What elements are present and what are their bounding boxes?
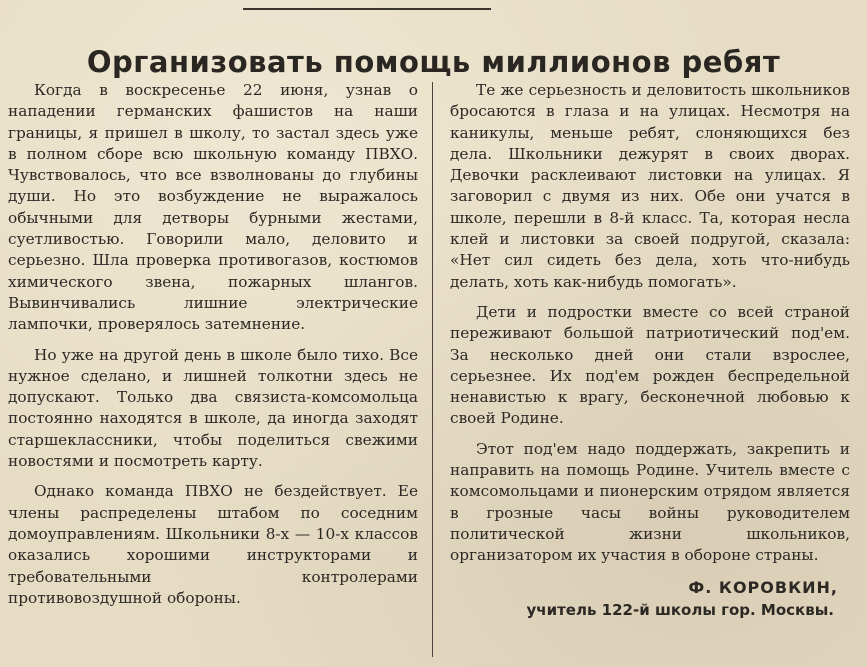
right-column <box>450 80 850 622</box>
left-paragraph-1: Когда в воскресенье 22 июня, узнав о нападении германских фашистов на наши границы, я пришел в школу, то застал здесь уже в полном сборе всю школьную команду ПВХО. Чувствовалось, что все взволнованы до глубины души. Но это возбуждение не выражалось обычными для детворы бурными жестами, суетливостью. Говорили мало, деловито и серьезно. Шла проверка противогазов, костюмов химического звена, пожарных шлангов. Вывинчивались лишние электрические лампочки, проверялось затемнение. <box>8 81 418 334</box>
right-paragraph-3: Этот под'ем надо поддержать, закрепить и направить на помощь Родине. Учитель вместе с комсомольцами и пионерским отрядом является в грозные часы войны руководителем политической жизни школьников, организатором их участия в обороне страны. <box>450 439 850 565</box>
top-rule <box>243 8 491 10</box>
left-column <box>8 80 418 618</box>
author-name: Ф. КОРОВКИН, <box>688 577 838 597</box>
article-headline: Организовать помощь миллионов ребят <box>86 45 781 80</box>
right-paragraph-1: Те же серьезность и деловитость школьников бросаются в глаза и на улицах. Несмотря на каникулы, меньше ребят, слоняющихся без дела. Школьники дежурят в своих дворах. Девочки расклеивают листовки на улицах. Я заговорил с двумя из них. Обе они учатся в школе, перешли в 8-й класс. Та, которая несла клей и листовки за своей подругой, сказала: «Нет сил сидеть без дела, хоть что-нибудь делать, хоть как-нибудь помогать». <box>450 81 850 291</box>
right-paragraph-2: Дети и подростки вместе со всей страной переживают большой патриотический под'ем. За несколько дней они стали взрослее, серьезнее. Их под'ем рожден беспредельной ненавистью к врагу, бесконечной любовью к своей Родине. <box>450 302 850 428</box>
author-title: учитель 122-й школы гор. Москвы. <box>526 600 834 619</box>
left-paragraph-2: Но уже на другой день в школе было тихо. Все нужное сделано, и лишней толкотни здесь не допускают. Только два связиста-комсомольца постоянно находятся в школе, да иногда заходят старшеклассники, чтобы поделиться свежими новостями и посмотреть карту. <box>8 345 418 471</box>
left-paragraph-3: Однако команда ПВХО не бездействует. Ее члены распределены штабом по соседним домоуправлениям. Школьники 8-х — 10-х классов оказались хорошими инструкторами и требовательными контролерами противовоздушной обороны. <box>8 482 418 607</box>
column-divider <box>432 82 433 657</box>
signature <box>450 576 850 622</box>
